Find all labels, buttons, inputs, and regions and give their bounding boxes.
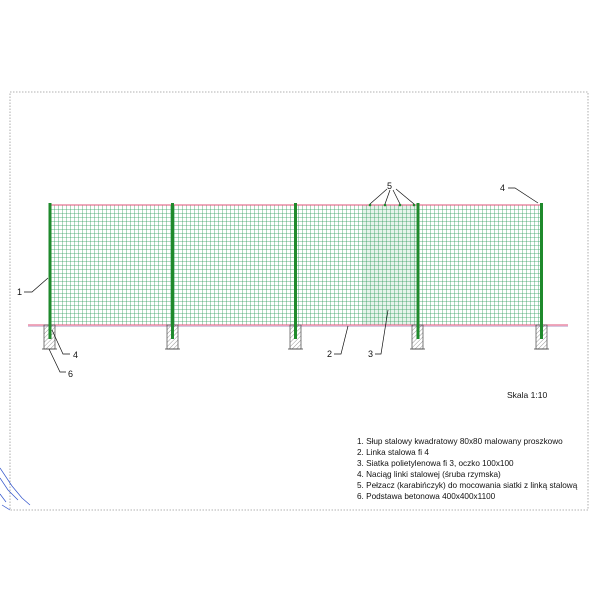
callout-label-6: 6 bbox=[68, 369, 74, 379]
leader-line-5a bbox=[370, 189, 387, 204]
legend-item: 6. Podstawa betonowa 400x400x1100 bbox=[357, 492, 496, 501]
corner-construction-lines bbox=[0, 468, 30, 510]
mesh-overlap-section bbox=[362, 205, 416, 325]
clip bbox=[413, 204, 416, 207]
leader-line-2 bbox=[334, 326, 348, 354]
legend-item: 4. Naciąg linki stalowej (śruba rzymska) bbox=[357, 470, 501, 479]
leader-line-5b bbox=[385, 190, 390, 204]
steel-post bbox=[171, 203, 174, 339]
steel-post bbox=[294, 203, 297, 339]
steel-post bbox=[540, 203, 543, 339]
leader-line-4-top bbox=[508, 188, 538, 203]
callout-label-4-top: 4 bbox=[500, 183, 506, 193]
callout-label-5: 5 bbox=[387, 181, 393, 191]
clip bbox=[369, 204, 372, 207]
legend-item: 1. Słup stalowy kwadratowy 80x80 malowany proszkowo bbox=[357, 437, 563, 446]
callout-label-4-bottom: 4 bbox=[73, 350, 79, 360]
clip bbox=[384, 204, 387, 207]
callout-label-1: 1 bbox=[17, 287, 23, 297]
legend-item: 3. Siatka polietylenowa fi 3, oczko 100x100 bbox=[357, 459, 514, 468]
leader-line-1 bbox=[24, 278, 48, 292]
leader-line-5c bbox=[393, 190, 400, 204]
callout-label-2: 2 bbox=[327, 349, 333, 359]
steel-post bbox=[49, 203, 52, 339]
legend bbox=[357, 437, 578, 501]
legend-item: 2. Linka stalowa fi 4 bbox=[357, 448, 429, 457]
leader-line-6 bbox=[49, 349, 66, 372]
steel-post bbox=[417, 203, 420, 339]
scale-label: Skala 1:10 bbox=[507, 390, 548, 400]
legend-item: 5. Pełzacz (karabińczyk) do mocowania siatki z linką stalową bbox=[357, 481, 578, 490]
callout-label-3: 3 bbox=[368, 349, 374, 359]
clip bbox=[399, 204, 402, 207]
